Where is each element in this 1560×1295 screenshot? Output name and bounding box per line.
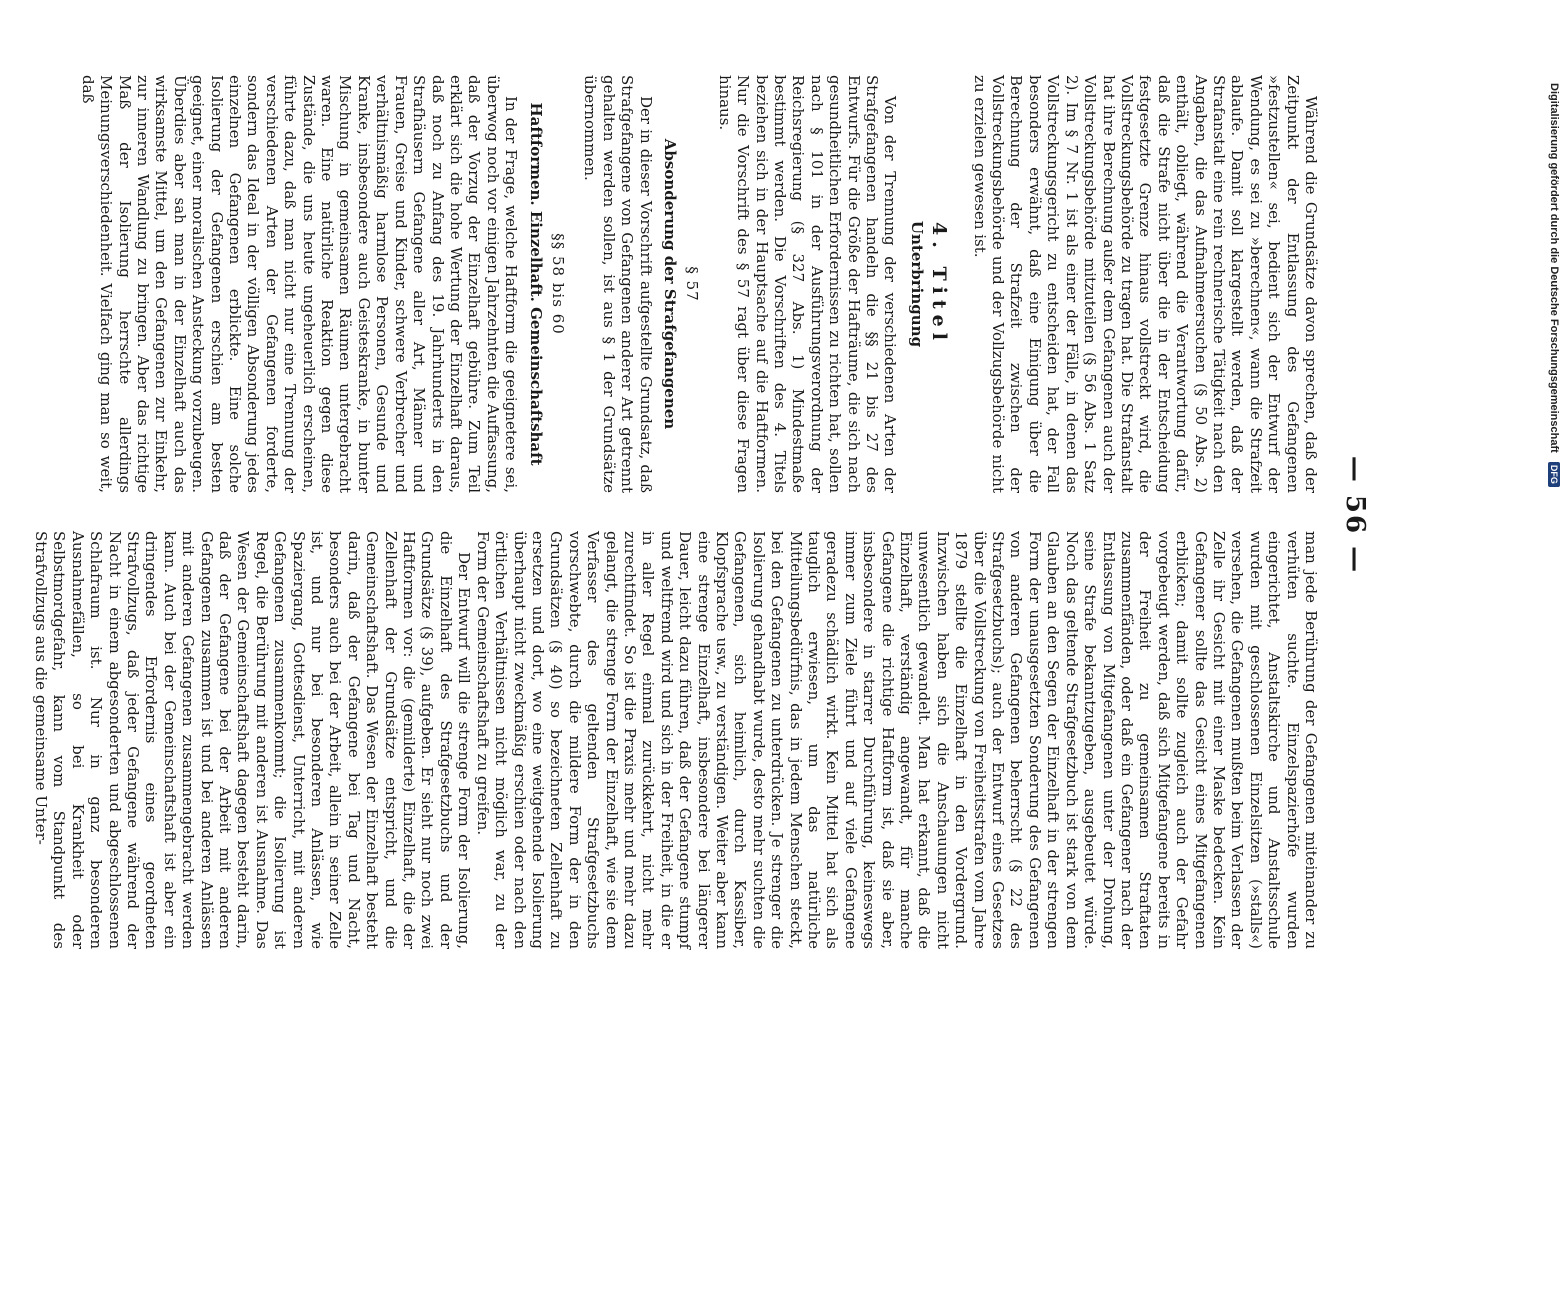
unterbringung-paragraph: Von der Trennung der verschiedenen Arten der Strafgefangenen handeln die §§ 21 bis 27 des Entwurfs. Für die Größe der Hafträume, die sich nach gesundheitlichen Erfordernissen zu richten hat, sollen nach § 101 in der Ausführungsverordnung der Reichsregierung (§ 327 Abs. 1) Mindestmaße bestimmt werden. Die Vorschriften des 4. Titels beziehen sich in der Hauptsache auf die Haftformen. Nur die Vorschrift des § 57 ragt über diese Fragen hinaus. <box>715 75 900 493</box>
rotated-page-content <box>31 75 1370 975</box>
section-58-number: §§ 58 bis 60 <box>548 233 567 335</box>
title-subheading: Unterbringung <box>907 220 926 348</box>
digitization-credit <box>1544 83 1560 1083</box>
right-paragraph-1: man jede Berührung der Gefangenen miteinander zu verhüten suchte. Einzelspazierhöfe wurden eingerichtet, Anstaltskirche und Anstaltsschule wurden mit geschlossenen Einzelsitzen (»stalls«) versehen, die Gefangenen mußten beim Verlassen der Zelle ihr Gesicht mit einer Maske bedecken. Kein Gefangener sollte das Gesicht eines Mitgefangenen erblicken; damit sollte zugleich auch der Gefahr vorgebeugt werden, daß sich Mitgefangene bereits in der Freiheit zu gemeinsamen Straftaten zusammenfänden, oder daß ein Gefangener nach der Entlassung von Mitgefangenen unter der Drohung, seine Strafe bekanntzugeben, ausgebeutet würde. Noch das geltende Strafgesetzbuch ist stark von dem Glauben an den Segen der Einzelhaft in der strengen Form der unausgesetzten Sonderung des Gefangenen von anderen Gefangenen beherrscht (§ 22 des Strafgesetzbuchs); auch der Entwurf eines Gesetzes über die Vollstreckung von Freiheitsstrafen vom Jahre 1879 stellte die Einzelhaft in den Vordergrund. Inzwischen haben sich die Anschauungen nicht unwesentlich gewandelt. Man hat erkannt, daß die Einzelhaft, verständig angewandt, für manche Gefangene die richtige Haftform ist, daß sie aber, insbesondere in starrer Durchführung, keineswegs immer zum Ziele führt und auf viele Gefangene geradezu schädlich wirkt. Kein Mittel hat sich als tauglich erwiesen, um das natürliche Mitteilungsbedürfnis, das in jedem Menschen steckt, bei den Gefangenen zu unterdrücken. Je strenger die Isolierung gehandhabt wurde, desto mehr suchten die Gefangenen, sich heimlich, durch Kassiber, Klopfsprache usw., zu verständigen. Weiter aber kann eine strenge Einzelhaft, insbesondere bei längerer Dauer, leicht dazu führen, daß der Gefangene stumpf und weltfremd wird und sich in der Freiheit, in die er in aller Regel einmal zurückkehrt, nicht mehr zurechtfindet. So ist die Praxis mehr und mehr dazu gelangt, die strenge Form der Einzelhaft, wie sie dem Verfasser des geltenden Strafgesetzbuchs vorschwebte, durch die mildere Form der in den Grundsätzen (§ 40) so bezeichneten Zellenhaft zu ersetzen und dort, wo eine weitgehende Isolierung überhaupt nicht zweckmäßig erschien oder nach den örtlichen Verhältnissen nicht möglich war, zu der Form der Gemeinschaftshaft zu greifen. <box>473 531 1320 949</box>
scanned-page <box>31 75 1560 1295</box>
dfg-logo-icon: DFG <box>1548 462 1560 487</box>
section-57-number: § 57 <box>683 266 702 302</box>
right-paragraph-2: Der Entwurf will die strenge Form der Isolierung, die Einzelhaft des Strafgesetzbuchs und der Grundsätze (§ 39), aufgeben. Er sieht nur noch zwei Haftformen vor: die (gemilderte) Einzelhaft, die der Zellenhaft der Grundsätze entspricht, und die Gemeinschaftshaft. Das Wesen der Einzelhaft besteht darin, daß der Gefangene bei Tag und Nacht, besonders auch bei der Arbeit, allein in seiner Zelle ist, und nur bei besonderen Anlässen, wie Spaziergang, Gottesdienst, Unterricht, mit anderen Gefangenen zusammenkommt; die Isolierung ist Regel, die Berührung mit anderen ist Ausnahme. Das Wesen der Gemeinschaftshaft dagegen besteht darin, daß der Gefangene bei der Arbeit mit anderen Gefangenen zusammen ist und bei anderen Anlässen mit anderen Gefangenen zusammengebracht werden kann. Auch bei der Gemeinschaftshaft ist aber ein dringendes Erfordernis eines geordneten Strafvollzugs, daß jeder Gefangene während der Nacht in einem abgesonderten und abgeschlossenen Schlafraum ist. Nur in ganz besonderen Ausnahmefällen, so bei Krankheit oder Selbstmordgefahr, kann vom Standpunkt des Strafvollzugs aus die gemeinsame Unter- <box>31 531 474 949</box>
intro-paragraph: Während die Grundsätze davon sprechen, daß der Zeitpunkt der Entlassung des Gefangenen »festzustellen« sei, bedient sich der Entwurf der Wendung, es sei zu »berechnen«, wann die Strafzeit ablaufe. Damit soll klargestellt werden, daß der Strafanstalt eine rein rechnerische Tätigkeit nach den Angaben, die das Aufnahmeersuchen (§ 50 Abs. 2) enthält, obliegt, während die Verantwortung dafür, daß die Strafe nicht über die in der Entscheidung festgesetzte Grenze hinaus vollstreckt wird, die Vollstreckungsbehörde zu tragen hat. Die Strafanstalt hat ihre Berechnung außer dem Gefangenen auch der Vollstreckungsbehörde mitzuteilen (§ 56 Abs. 1 Satz 2). Im § 7 Nr. 1 ist als einer der Fälle, in denen das Vollstreckungsgericht zu entscheiden hat, der Fall besonders erwähnt, daß eine Einigung über die Berechnung der Strafzeit zwischen der Vollstreckungsbehörde und der Vollzugsbehörde nicht zu erzielen gewesen ist. <box>970 75 1320 493</box>
section-58-title: Haftformen. Einzelhaft. Gemeinschaftshaft <box>526 102 545 466</box>
section-57-title: Absonderung der Strafgefangenen <box>661 138 679 430</box>
page-body <box>31 75 1370 955</box>
page-number: — 56 — <box>1340 455 1370 575</box>
section-58-paragraph: In der Frage, welche Haftform die geeignetere sei, überwog noch vor einigen Jahrzehnten die Auffassung, daß der Vorzug der Einzelhaft gebühre. Zum Teil erklärt sich die hohe Wertung der Einzelhaft daraus, daß noch zu Anfang des 19. Jahrhunderts in den Strafhäusern Gefangene aller Art, Männer und Frauen, Greise und Kinder, schwere Verbrecher und verhältnismäßig harmlose Personen, Gesunde und Kranke, insbesondere auch Geisteskranke, in bunter Mischung in gemeinsamen Räumen untergebracht waren. Eine natürliche Reaktion gegen diese Zustände, die uns heute ungeheuerlich erscheinen, führte dazu, daß man nicht nur eine Trennung der verschiedenen Arten der Gefangenen forderte, sondern das Ideal in der völligen Absonderung jedes einzelnen Gefangenen erblickte. Eine solche Isolierung der Gefangenen erschien am besten geeignet, einer moralischen Ansteckung vorzubeugen. Überdies aber sah man in der Einzelhaft auch das wirksamste Mittel, um den Gefangenen zur Einkehr, zur inneren Wandlung zu bringen. Aber das richtige Maß der Isolierung herrschte allerdings Meinungsverschiedenheit. Vielfach ging man so weit, daß <box>78 75 521 494</box>
right-column <box>32 531 1320 949</box>
title-heading: 4. Titel <box>928 222 951 346</box>
credit-text: Digitalisierung gefördert durch die Deutsche Forschungsgemeinschaft <box>1548 83 1560 453</box>
section-57-paragraph: Der in dieser Vorschrift aufgestellte Grundsatz, daß Strafgefangene von Gefangenen anderer Art getrennt gehalten werden sollen, ist aus § 1 der Grundsätze übernommen. <box>581 75 655 493</box>
left-column <box>78 75 1320 493</box>
